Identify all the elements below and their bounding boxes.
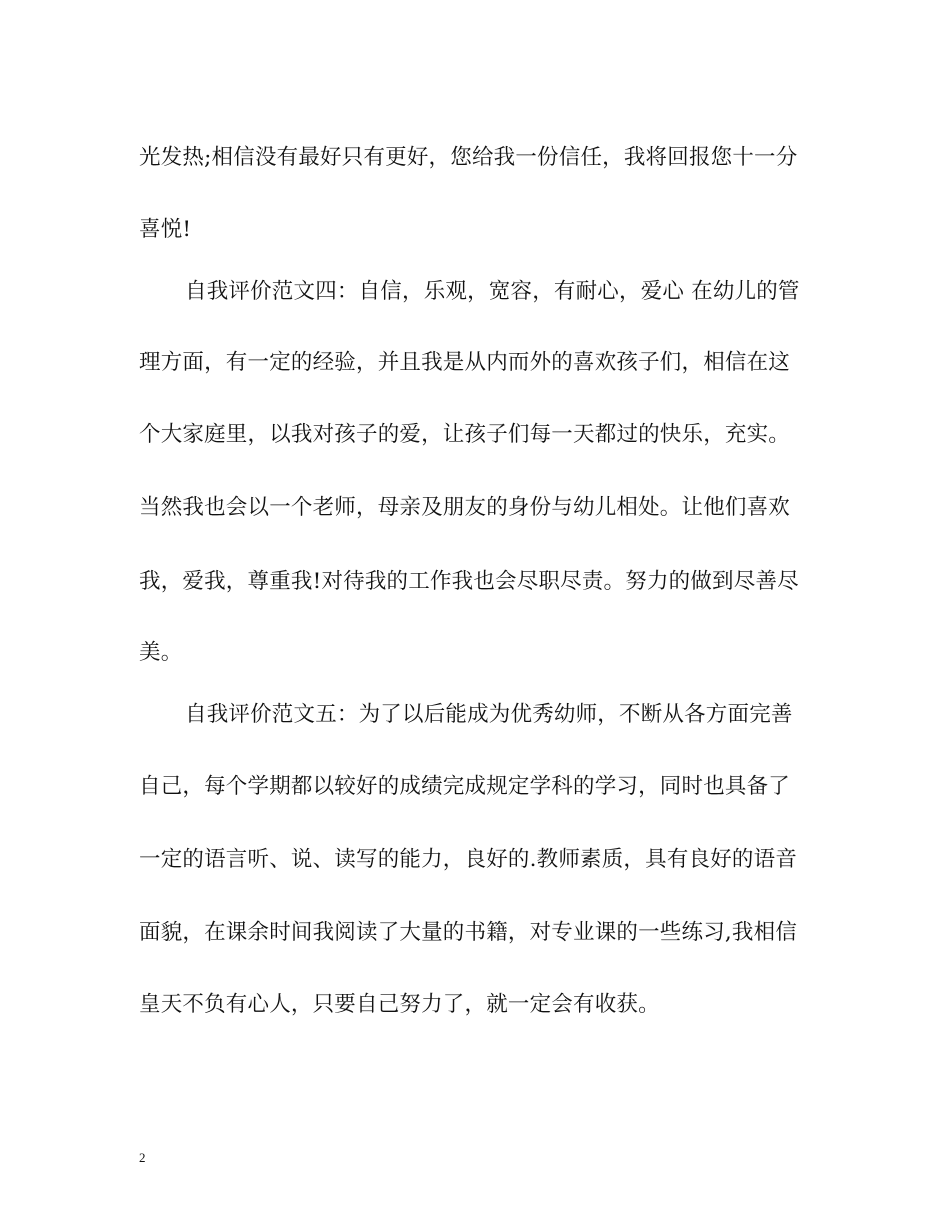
text-line-13: 皇天不负有心人，只要自己努力了，就一定会有收获。 <box>139 992 660 1017</box>
text-line-2: 喜悦! <box>139 217 192 242</box>
paragraph-4-start: 自我评价范文四：自信，乐观，宽容，有耐心，爱心 在幼儿的管 <box>185 279 800 304</box>
text-line-8: 美。 <box>139 640 183 665</box>
paragraph-5-start: 自我评价范文五：为了以后能成为优秀幼师，不断从各方面完善 <box>185 702 793 727</box>
text-line-7: 我，爱我，尊重我!对待我的工作我也会尽职尽责。努力的做到尽善尽 <box>139 569 799 594</box>
text-line-4: 理方面，有一定的经验，并且我是从内而外的喜欢孩子们，相信在这 <box>139 350 791 375</box>
text-line-11: 一定的语言听、说、读写的能力，良好的.教师素质，具有良好的语音 <box>139 847 798 872</box>
text-line-6: 当然我也会以一个老师，母亲及朋友的身份与幼儿相处。让他们喜欢 <box>139 495 791 520</box>
text-line-5: 个大家庭里，以我对孩子的爱，让孩子们每一天都过的快乐，充实。 <box>139 422 791 447</box>
text-line-1: 光发热;相信没有最好只有更好，您给我一份信任，我将回报您十一分 <box>139 145 798 170</box>
page-number: 2 <box>139 1150 146 1165</box>
text-line-12: 面貌，在课余时间我阅读了大量的书籍，对专业课的一些练习,我相信 <box>139 920 798 945</box>
text-line-10: 自己，每个学期都以较好的成绩完成规定学科的学习，同时也具备了 <box>139 774 791 799</box>
